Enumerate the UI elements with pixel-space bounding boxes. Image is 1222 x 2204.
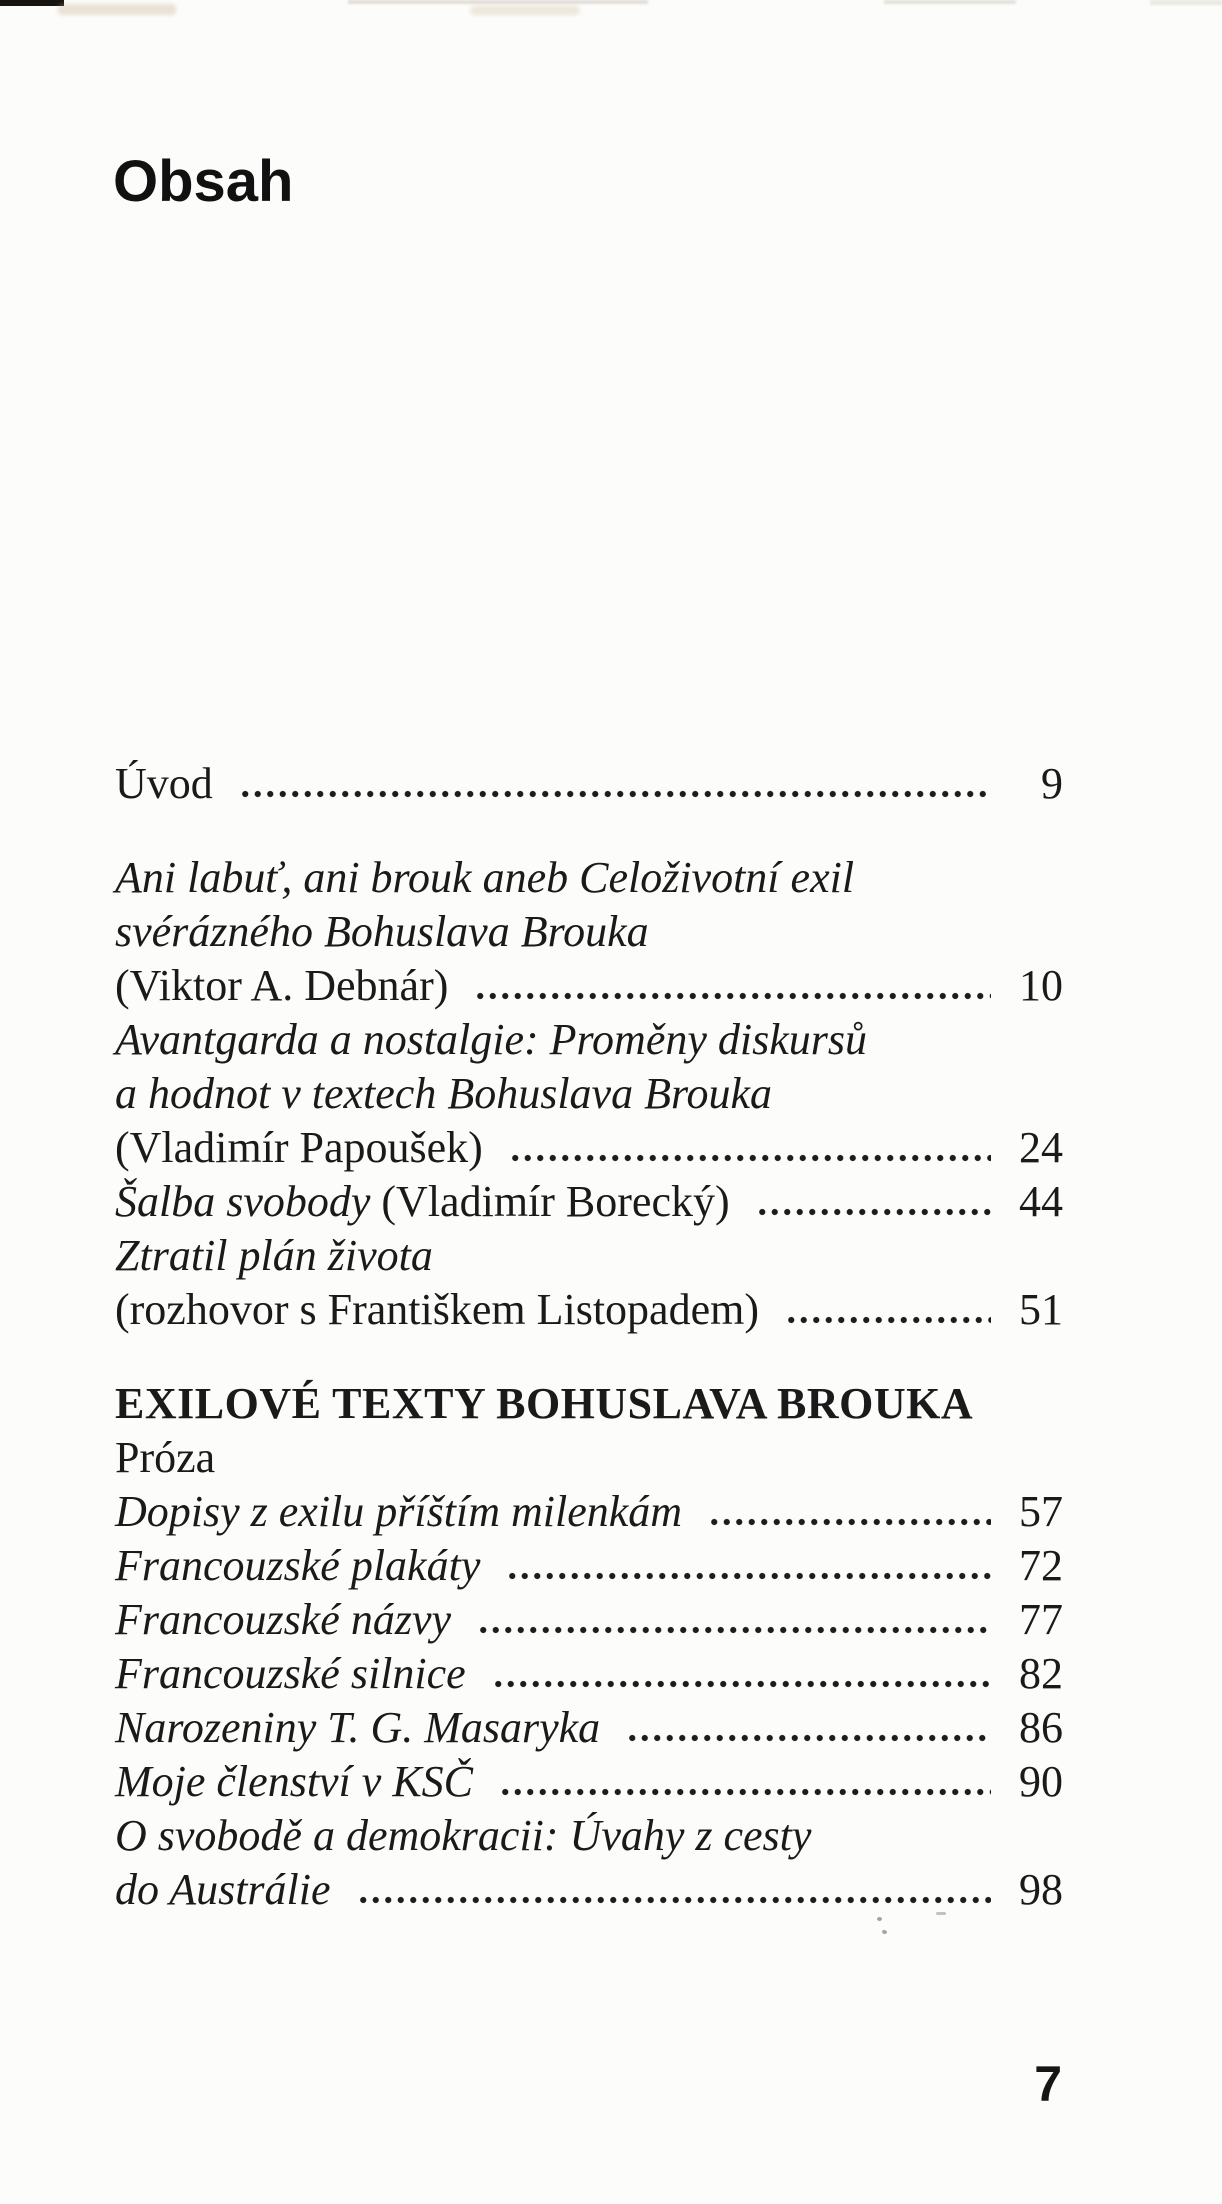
toc-entry-title: Narozeniny T. G. Masaryka (115, 1703, 601, 1752)
toc-row (115, 1067, 1063, 1121)
dotted-leader (239, 790, 991, 798)
toc-entry-title: Ani labuť, ani brouk aneb Celoživotní exil (115, 853, 855, 902)
scan-artifact (884, 0, 1016, 4)
dotted-leader (492, 1680, 991, 1688)
dotted-leader (474, 992, 991, 1000)
toc-entry-title: Šalba svobody (Vladimír Borecký) (115, 1177, 730, 1226)
toc-entry-title: O svobodě a demokracii: Úvahy z cesty (115, 1811, 812, 1860)
dotted-leader (756, 1208, 991, 1216)
toc-row (115, 851, 1063, 905)
dotted-leader (477, 1626, 991, 1634)
toc-entry-title: Moje členství v KSČ (115, 1757, 474, 1806)
dotted-leader (506, 1572, 991, 1580)
toc-section-heading (115, 1377, 1063, 1431)
toc-row (115, 905, 1063, 959)
scan-artifact (881, 1929, 887, 1934)
toc-row (115, 959, 1063, 1013)
toc-page-number: 82 (1019, 1649, 1063, 1698)
toc-row (115, 1863, 1063, 1917)
toc-entry-title: (Vladimír Papoušek) (115, 1123, 483, 1172)
dotted-leader (626, 1734, 991, 1742)
dotted-leader (357, 1896, 991, 1904)
toc-page-number: 57 (1019, 1487, 1063, 1536)
dotted-leader (509, 1154, 991, 1162)
toc-row (115, 1701, 1063, 1755)
toc-entry-title: Dopisy z exilu příštím milenkám (115, 1487, 683, 1536)
toc-page-number: 72 (1019, 1541, 1063, 1590)
scan-artifact (936, 1912, 946, 1915)
toc-entry-title: EXILOVÉ TEXTY BOHUSLAVA BROUKA (115, 1379, 974, 1428)
toc-row (115, 1013, 1063, 1067)
toc-row (115, 1431, 1063, 1485)
toc-row (115, 1283, 1063, 1337)
toc-page-number: 51 (1019, 1285, 1063, 1334)
scan-artifact (0, 0, 64, 6)
scan-artifact (470, 6, 580, 15)
scan-artifact (58, 4, 176, 15)
scan-artifact (348, 0, 648, 4)
dotted-leader (499, 1788, 991, 1796)
dotted-leader (708, 1518, 991, 1526)
toc-row (115, 1121, 1063, 1175)
toc-row (115, 1229, 1063, 1283)
scan-artifact (1150, 0, 1222, 5)
toc-entry-title: Ztratil plán života (115, 1231, 433, 1280)
toc-row (115, 1647, 1063, 1701)
toc-page-number: 90 (1019, 1757, 1063, 1806)
toc-entry-title: svérázného Bohuslava Brouka (115, 907, 649, 956)
toc-row (115, 1809, 1063, 1863)
toc-row (115, 1539, 1063, 1593)
scan-artifact (877, 1917, 882, 1921)
toc-entry-title: Próza (115, 1433, 216, 1482)
toc-entry-title: (Viktor A. Debnár) (115, 961, 449, 1010)
toc-entry-title: (rozhovor s Františkem Listopadem) (115, 1285, 759, 1334)
toc-entry-title: Francouzské názvy (115, 1595, 452, 1644)
toc-entry-title: Francouzské plakáty (115, 1541, 481, 1590)
toc-row (115, 757, 1063, 811)
toc-entry-title: do Austrálie (115, 1865, 331, 1914)
toc-row (115, 1755, 1063, 1809)
toc-entry-title: Avantgarda a nostalgie: Proměny diskursů (115, 1015, 867, 1064)
toc-row (115, 1175, 1063, 1229)
toc-row (115, 1593, 1063, 1647)
toc-page-number: 98 (1019, 1865, 1063, 1914)
page-title: Obsah (113, 149, 294, 214)
dotted-leader (785, 1316, 991, 1324)
toc-page-number: 44 (1019, 1177, 1063, 1226)
toc-page-number: 10 (1019, 961, 1063, 1010)
folio-page-number: 7 (1034, 2056, 1062, 2112)
toc-page-number: 86 (1019, 1703, 1063, 1752)
toc-page-number: 9 (1041, 759, 1063, 808)
toc-entry-title: a hodnot v textech Bohuslava Brouka (115, 1069, 772, 1118)
toc-page-number: 24 (1019, 1123, 1063, 1172)
toc-entry-title: Úvod (115, 759, 213, 808)
toc-list (115, 757, 1063, 1917)
toc-entry-title: Francouzské silnice (115, 1649, 466, 1698)
toc-row (115, 1485, 1063, 1539)
toc-page-number: 77 (1019, 1595, 1063, 1644)
